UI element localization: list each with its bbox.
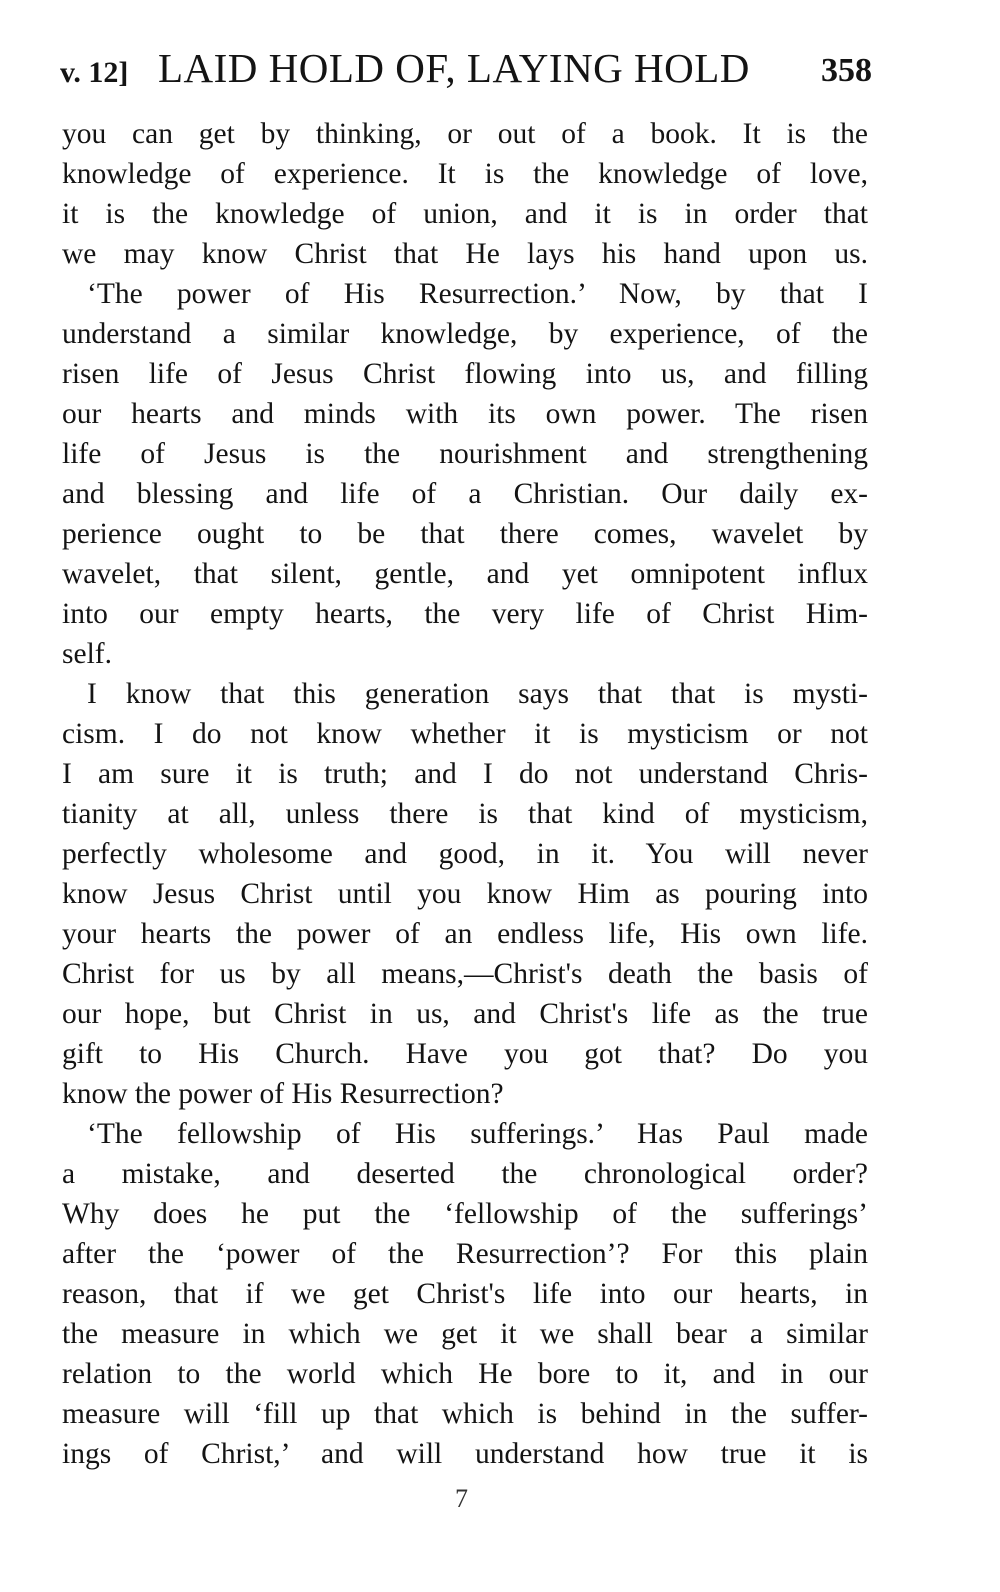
- text-line: you can get by thinking, or out of a book. It is the: [62, 118, 868, 150]
- text-line: Why does he put the ‘fellowship of the sufferings’: [62, 1198, 868, 1230]
- paragraph-3: [62, 674, 868, 1114]
- text-line: the measure in which we get it we shall bear a similar: [62, 1318, 868, 1350]
- body-text: [62, 114, 868, 1474]
- text-line: know the power of His Resurrection?: [62, 1078, 504, 1110]
- paragraph-1: [62, 114, 868, 274]
- paragraph-4: [62, 1114, 868, 1474]
- running-title: LAID HOLD OF, LAYING HOLD: [158, 45, 750, 91]
- signature-mark: 7: [455, 1484, 468, 1513]
- verse-reference: v. 12]: [60, 56, 129, 89]
- text-line: our hope, but Christ in us, and Christ's life as the true: [62, 998, 868, 1030]
- text-line: perience ought to be that there comes, wavelet by: [62, 518, 868, 550]
- text-line: gift to His Church. Have you got that? Do you: [62, 1038, 868, 1070]
- text-line: and blessing and life of a Christian. Our daily ex-: [62, 478, 868, 510]
- text-line: life of Jesus is the nourishment and strengthening: [62, 438, 868, 470]
- text-line: it is the knowledge of union, and it is in order that: [62, 198, 868, 230]
- text-line: relation to the world which He bore to it, and in our: [62, 1358, 868, 1390]
- text-line: self.: [62, 638, 112, 670]
- text-line: tianity at all, unless there is that kind of mysticism,: [62, 798, 868, 830]
- text-line: a mistake, and deserted the chronological order?: [62, 1158, 868, 1190]
- text-line: ings of Christ,’ and will understand how true it is: [62, 1438, 868, 1470]
- text-line: our hearts and minds with its own power. The risen: [62, 398, 868, 430]
- text-line: cism. I do not know whether it is mysticism or not: [62, 718, 868, 750]
- paragraph-2: [62, 274, 868, 674]
- text-line: your hearts the power of an endless life, His own life.: [62, 918, 868, 950]
- text-line: after the ‘power of the Resurrection’? For this plain: [62, 1238, 868, 1270]
- text-line: reason, that if we get Christ's life into our hearts, in: [62, 1278, 868, 1310]
- text-line: I am sure it is truth; and I do not understand Chris-: [62, 758, 868, 790]
- text-line: ‘The power of His Resurrection.’ Now, by that I: [87, 278, 868, 310]
- text-line: into our empty hearts, the very life of Christ Him-: [62, 598, 868, 630]
- text-line: Christ for us by all means,—Christ's death the basis of: [62, 958, 868, 990]
- page-number: 358: [821, 52, 872, 89]
- text-line: we may know Christ that He lays his hand upon us.: [62, 238, 868, 270]
- text-line: wavelet, that silent, gentle, and yet omnipotent influx: [62, 558, 868, 590]
- text-line: I know that this generation says that that is mysti-: [87, 678, 868, 710]
- text-line: ‘The fellowship of His sufferings.’ Has Paul made: [87, 1118, 868, 1150]
- text-line: risen life of Jesus Christ flowing into us, and filling: [62, 358, 868, 390]
- text-line: knowledge of experience. It is the knowledge of love,: [62, 158, 868, 190]
- text-line: perfectly wholesome and good, in it. You will never: [62, 838, 868, 870]
- text-line: measure will ‘fill up that which is behind in the suffer-: [62, 1398, 868, 1430]
- text-line: know Jesus Christ until you know Him as pouring into: [62, 878, 868, 910]
- text-line: understand a similar knowledge, by experience, of the: [62, 318, 868, 350]
- running-header: [60, 44, 872, 94]
